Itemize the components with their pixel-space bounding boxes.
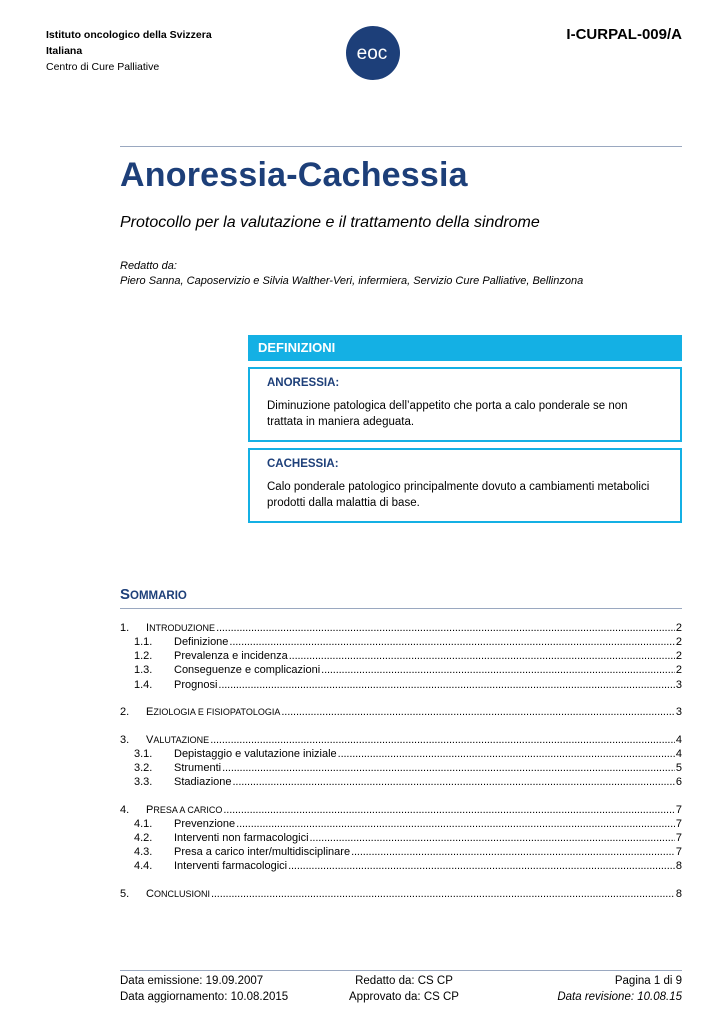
toc-entry-label: Presa a carico inter/multidisciplinare xyxy=(174,846,351,858)
toc-entry-page: 2 xyxy=(675,650,682,662)
toc-entry[interactable] xyxy=(120,678,682,692)
toc-leader-dots xyxy=(210,733,675,747)
toc-leader-dots xyxy=(310,831,675,845)
toc-entry-page: 7 xyxy=(675,818,682,830)
summary-divider xyxy=(120,608,682,609)
toc-entry-label xyxy=(146,705,280,719)
eoc-logo xyxy=(346,26,400,80)
toc-entry-page: 8 xyxy=(675,860,682,872)
toc-leader-dots xyxy=(288,859,675,873)
toc-entry-number: 4.4. xyxy=(134,860,153,872)
organization-block xyxy=(46,27,286,75)
toc-entry-label: Depistaggio e valutazione iniziale xyxy=(174,748,337,760)
toc-entry-page: 2 xyxy=(675,664,682,676)
authors-names: Piero Sanna, Caposervizio e Silvia Walther-Veri, infermiera, Servizio Cure Palliative, Bellinzona xyxy=(120,275,584,287)
toc-entry[interactable] xyxy=(120,621,682,635)
definition-term: ANORESSIA: xyxy=(267,377,340,389)
toc-entry-page: 4 xyxy=(675,748,682,760)
toc-entry-page: 7 xyxy=(675,804,682,816)
toc-entry-page: 3 xyxy=(675,679,682,691)
toc-entry-page: 6 xyxy=(675,776,682,788)
toc-entry-page: 7 xyxy=(675,846,682,858)
definition-cachessia xyxy=(248,448,682,523)
document-code: I-CURPAL-009/A xyxy=(566,26,682,43)
toc-leader-dots xyxy=(233,775,675,789)
toc-entry[interactable] xyxy=(120,761,682,775)
update-date: Data aggiornamento: 10.08.2015 xyxy=(120,991,289,1003)
authors-label: Redatto da: xyxy=(120,260,177,272)
org-name-line2: Italiana xyxy=(46,45,83,57)
toc-entry-label: Interventi non farmacologici xyxy=(174,832,309,844)
toc-entry-label-cap: P xyxy=(146,804,154,816)
toc-leader-dots xyxy=(281,705,674,719)
logo-text: eoc xyxy=(356,43,388,64)
toc-leader-dots xyxy=(223,803,675,817)
toc-leader-dots xyxy=(338,747,675,761)
footer-dates xyxy=(120,973,288,1005)
document-subtitle: Protocollo per la valutazione e il trattamento della sindrome xyxy=(120,214,540,231)
revision-date: Data revisione: 10.08.15 xyxy=(557,991,682,1003)
toc-entry-label-cap: I xyxy=(146,622,150,634)
toc-entry-label-cap: E xyxy=(146,706,154,718)
document-title: Anoressia-Cachessia xyxy=(120,156,468,194)
toc-entry-number: 2. xyxy=(120,706,130,718)
org-name-line1: Istituto oncologico della Svizzera xyxy=(46,29,212,41)
toc-entry-label xyxy=(146,887,210,901)
definition-text: Diminuzione patologica dell’appetito che porta a calo ponderale se non trattata in maniera adeguata. xyxy=(267,400,628,428)
toc-entry[interactable] xyxy=(120,845,682,859)
toc-entry-label: Prevenzione xyxy=(174,818,236,830)
summary-heading-cap: S xyxy=(120,586,131,603)
toc-entry-number: 4.1. xyxy=(134,818,153,830)
written-by: Redatto da: CS CP xyxy=(355,975,453,987)
issue-date: Data emissione: 19.09.2007 xyxy=(120,975,264,987)
toc-leader-dots xyxy=(216,621,675,635)
toc-entry-label: Definizione xyxy=(174,636,229,648)
toc-entry-page: 5 xyxy=(675,762,682,774)
definition-text: Calo ponderale patologico principalmente dovuto a cambiamenti metabolici prodotti dalla malattia di base. xyxy=(267,481,650,509)
toc-entry-page: 2 xyxy=(675,622,682,634)
org-department: Centro di Cure Palliative xyxy=(46,61,160,73)
toc-entry[interactable] xyxy=(120,705,682,719)
toc-leader-dots xyxy=(289,649,675,663)
header-divider xyxy=(120,146,682,147)
toc-entry-number: 4. xyxy=(120,804,130,816)
footer-page-info xyxy=(557,973,682,1005)
toc-entry[interactable] xyxy=(120,817,682,831)
toc-entry-page: 3 xyxy=(675,706,682,718)
toc-entry-label-cap: V xyxy=(146,734,154,746)
toc-entry-label: Interventi farmacologici xyxy=(174,860,288,872)
authors-block xyxy=(120,259,583,289)
toc-entry[interactable] xyxy=(120,663,682,677)
toc-entry-label xyxy=(146,733,209,747)
toc-entry-label-cap: C xyxy=(146,888,154,900)
footer-divider xyxy=(120,970,682,971)
toc-entry-number: 5. xyxy=(120,888,130,900)
toc-entry[interactable] xyxy=(120,803,682,817)
toc-entry[interactable] xyxy=(120,635,682,649)
toc-entry-number: 3.2. xyxy=(134,762,153,774)
toc-entry[interactable] xyxy=(120,775,682,789)
toc-entry-number: 3. xyxy=(120,734,130,746)
toc-leader-dots xyxy=(321,663,675,677)
toc-entry-number: 1.3. xyxy=(134,664,153,676)
summary-heading-rest: OMMARIO xyxy=(130,590,187,602)
toc-entry-page: 7 xyxy=(675,832,682,844)
toc-entry-label-rest: RESA A CARICO xyxy=(153,805,223,815)
toc-entry-label: Conseguenze e complicazioni xyxy=(174,664,321,676)
toc-entry-number: 3.1. xyxy=(134,748,153,760)
toc-entry-label: Prevalenza e incidenza xyxy=(174,650,288,662)
definition-anoressia xyxy=(248,367,682,442)
toc-entry-label-rest: ONCLUSIONI xyxy=(153,889,210,899)
toc-entry-page: 8 xyxy=(675,888,682,900)
toc-entry-label: Prognosi xyxy=(174,679,218,691)
toc-entry-label xyxy=(146,803,222,817)
toc-entry-number: 1.2. xyxy=(134,650,153,662)
definitions-heading: DEFINIZIONI xyxy=(248,335,682,361)
page-number: Pagina 1 di 9 xyxy=(614,975,682,987)
definition-term: CACHESSIA: xyxy=(267,458,339,470)
toc-entry[interactable] xyxy=(120,887,682,901)
toc-entry-label xyxy=(146,621,215,635)
toc-leader-dots xyxy=(351,845,675,859)
approved-by: Approvato da: CS CP xyxy=(349,991,459,1003)
toc-entry[interactable] xyxy=(120,733,682,747)
toc-entry-label-rest: ZIOLOGIA E FISIOPATOLOGIA xyxy=(153,707,281,717)
toc-entry-label: Stadiazione xyxy=(174,776,232,788)
toc-entry-page: 4 xyxy=(675,734,682,746)
toc-leader-dots xyxy=(222,761,675,775)
toc-leader-dots xyxy=(218,678,674,692)
toc-entry-label-rest: ALUTAZIONE xyxy=(153,735,210,745)
toc-entry-number: 1. xyxy=(120,622,130,634)
toc-entry-label: Strumenti xyxy=(174,762,222,774)
summary-heading xyxy=(120,586,187,603)
toc-leader-dots xyxy=(236,817,675,831)
toc-leader-dots xyxy=(229,635,674,649)
toc-entry[interactable] xyxy=(120,747,682,761)
toc-entry[interactable] xyxy=(120,859,682,873)
footer-authorship xyxy=(344,973,464,1005)
toc-leader-dots xyxy=(211,887,675,901)
toc-entry-number: 3.3. xyxy=(134,776,153,788)
toc-entry-number: 4.3. xyxy=(134,846,153,858)
toc-entry-number: 1.4. xyxy=(134,679,153,691)
toc-entry[interactable] xyxy=(120,831,682,845)
toc-entry-number: 1.1. xyxy=(134,636,153,648)
toc-entry-number: 4.2. xyxy=(134,832,153,844)
toc-entry[interactable] xyxy=(120,649,682,663)
toc-entry-label-rest: NTRODUZIONE xyxy=(149,623,216,633)
toc-entry-page: 2 xyxy=(675,636,682,648)
